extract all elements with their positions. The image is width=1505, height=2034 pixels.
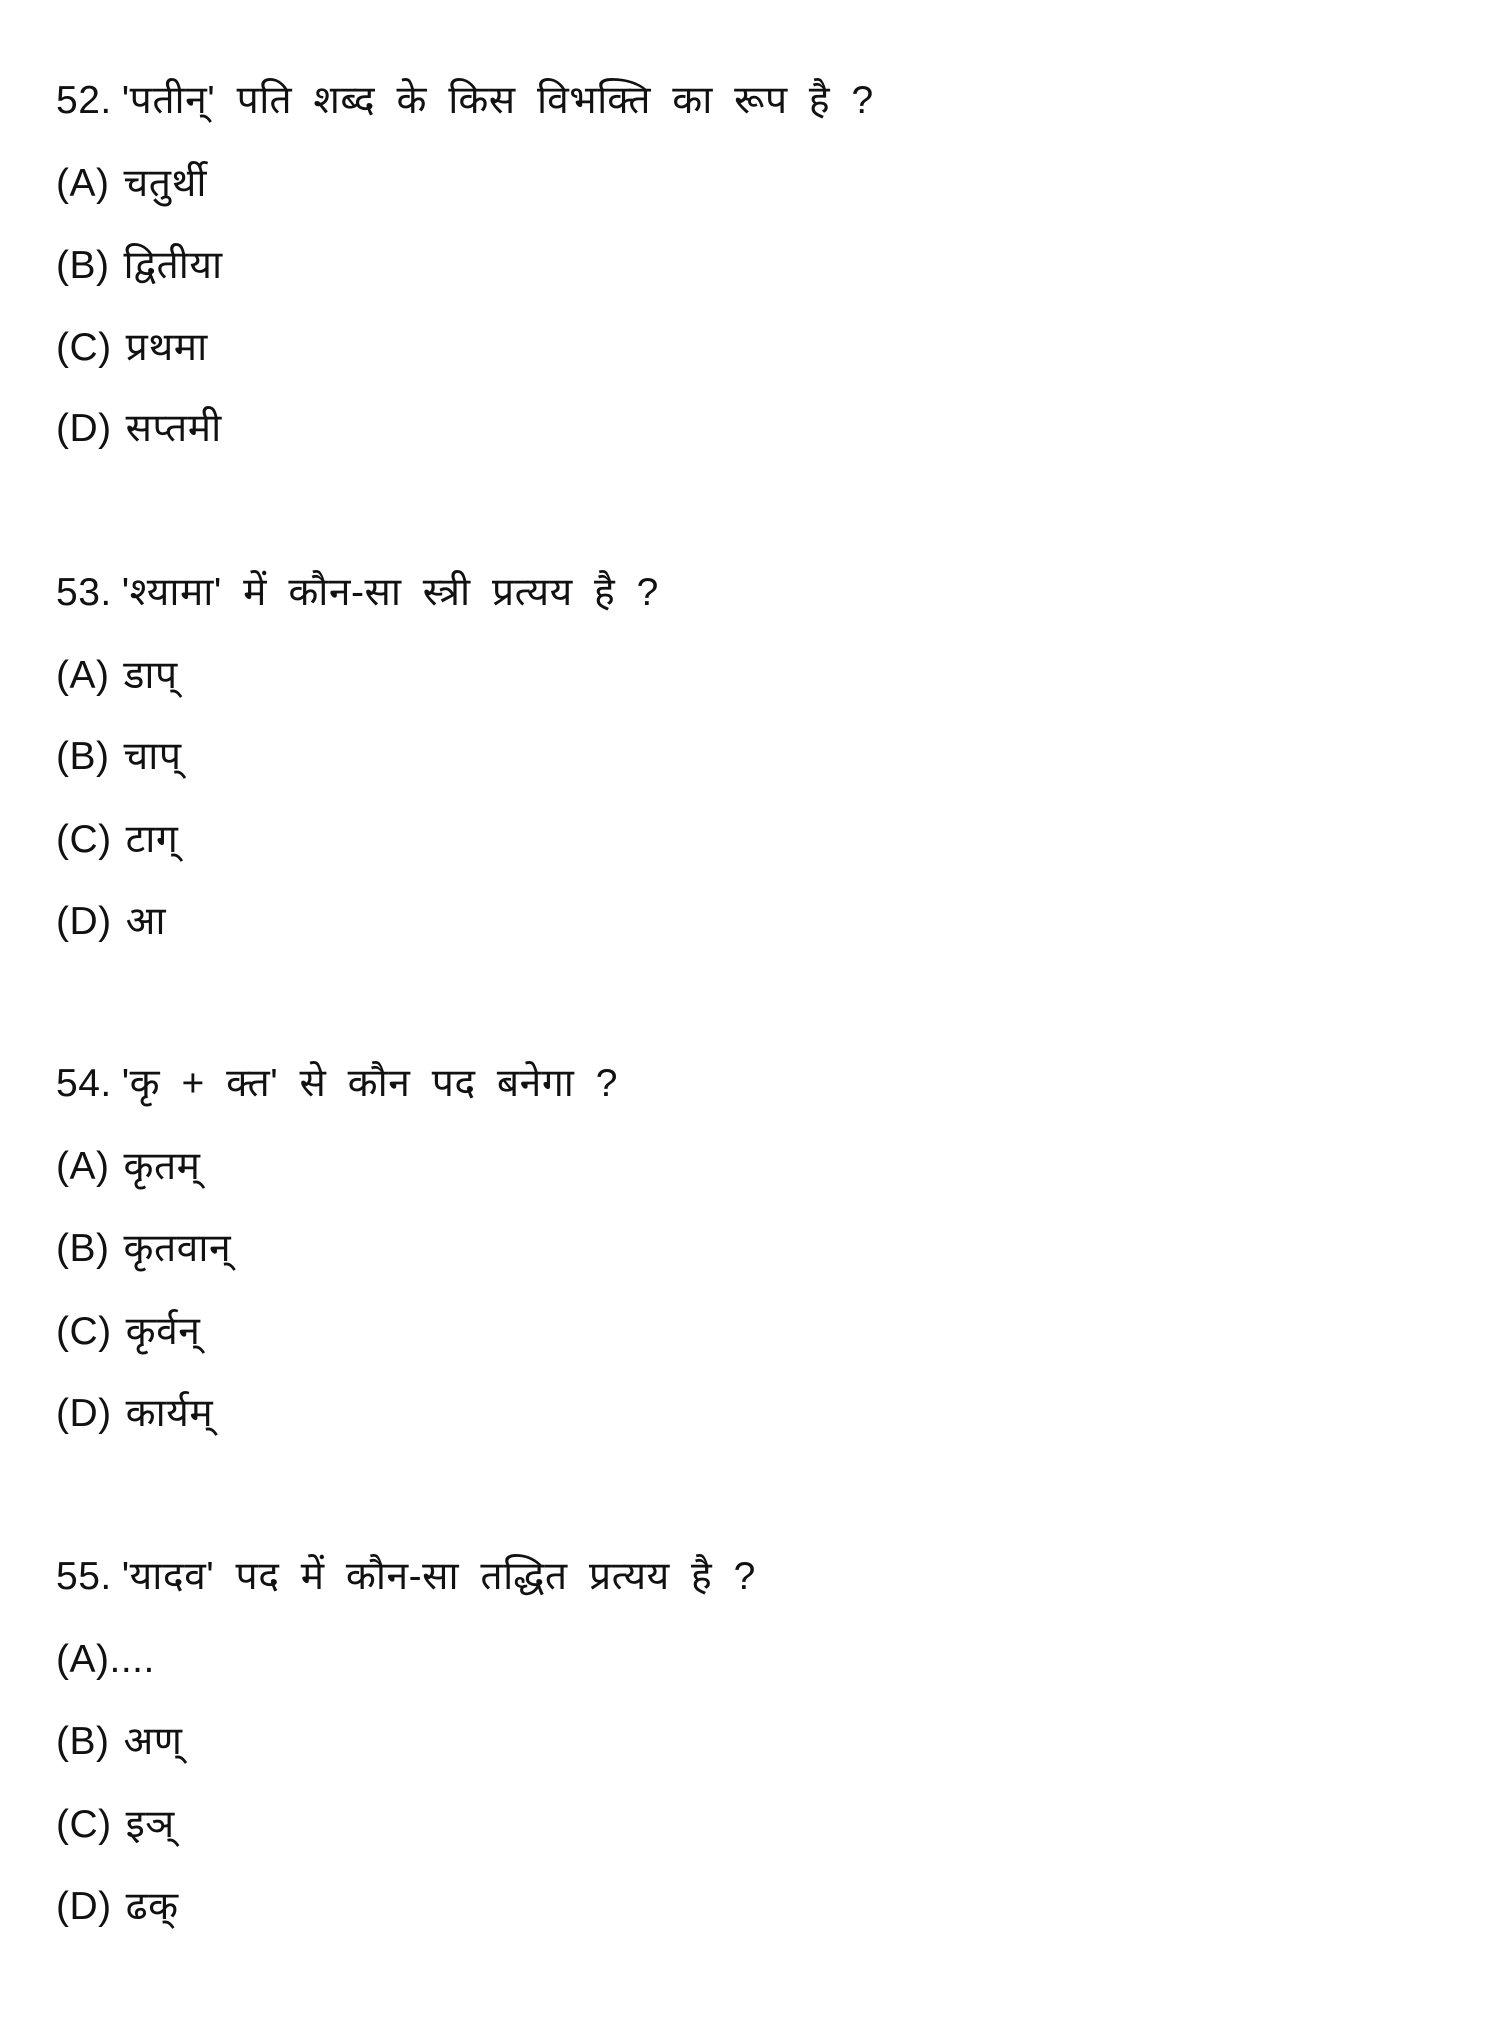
option-52-a[interactable] [56,159,207,209]
option-text: डाप् [123,654,178,697]
option-text: आ [125,900,166,943]
question-text: 'श्यामा' में कौन-सा स्त्री प्रत्यय है ? [121,571,659,614]
option-53-d[interactable] [56,897,166,947]
option-55-c[interactable] [56,1800,175,1850]
option-label: (D) [56,1885,112,1928]
question-number: 52. [56,79,112,122]
option-52-c[interactable] [56,323,208,373]
option-label: (C) [56,818,112,861]
question-number: 53. [56,571,112,614]
option-55-a[interactable] [56,1635,155,1685]
option-text: टाग् [125,818,179,861]
option-52-b[interactable] [56,241,223,291]
option-label: (D) [56,900,112,943]
option-text: इञ् [125,1803,175,1846]
option-label: (B) [56,1720,110,1763]
option-text: कृतवान् [123,1227,232,1270]
option-label: (C) [56,1803,112,1846]
option-label: (B) [56,244,110,287]
option-text: द्वितीया [123,244,223,287]
question-text: 'कृ + क्त' से कौन पद बनेगा ? [121,1062,618,1105]
option-label: (D) [56,1392,112,1435]
option-text: अण् [123,1720,183,1763]
option-text: प्रथमा [125,326,208,369]
question-number: 54. [56,1062,112,1105]
option-label: (A) [56,654,110,697]
option-label: (A) [56,1145,110,1188]
option-53-a[interactable] [56,651,178,701]
option-text: चतुर्थी [123,162,208,205]
option-text: कृतम् [123,1145,201,1188]
option-text: कृर्वन् [125,1310,201,1353]
option-54-b[interactable] [56,1224,231,1274]
option-55-b[interactable] [56,1717,183,1767]
option-53-c[interactable] [56,815,178,865]
option-label: (B) [56,1227,110,1270]
option-label: (D) [56,407,112,450]
option-54-a[interactable] [56,1142,201,1192]
option-text: .... [109,1638,155,1681]
option-text: ढक् [125,1885,179,1928]
question-52 [56,76,874,126]
option-label: (C) [56,1310,112,1353]
option-52-d[interactable] [56,404,222,454]
option-53-b[interactable] [56,732,182,782]
option-54-d[interactable] [56,1389,213,1439]
option-text: चाप् [123,735,182,778]
question-text: 'पतीन्' पति शब्द के किस विभक्ति का रूप है ? [121,79,874,122]
option-label: (C) [56,326,112,369]
option-text: कार्यम् [125,1392,214,1435]
question-54 [56,1059,618,1109]
question-55 [56,1552,756,1602]
question-text: 'यादव' पद में कौन-सा तद्धित प्रत्यय है ? [121,1555,756,1598]
option-label: (A) [56,162,110,205]
option-55-d[interactable] [56,1882,179,1932]
option-54-c[interactable] [56,1307,200,1357]
question-number: 55. [56,1555,112,1598]
option-label: (A) [56,1638,110,1681]
option-text: सप्तमी [125,407,222,450]
option-label: (B) [56,735,110,778]
question-53 [56,568,659,618]
